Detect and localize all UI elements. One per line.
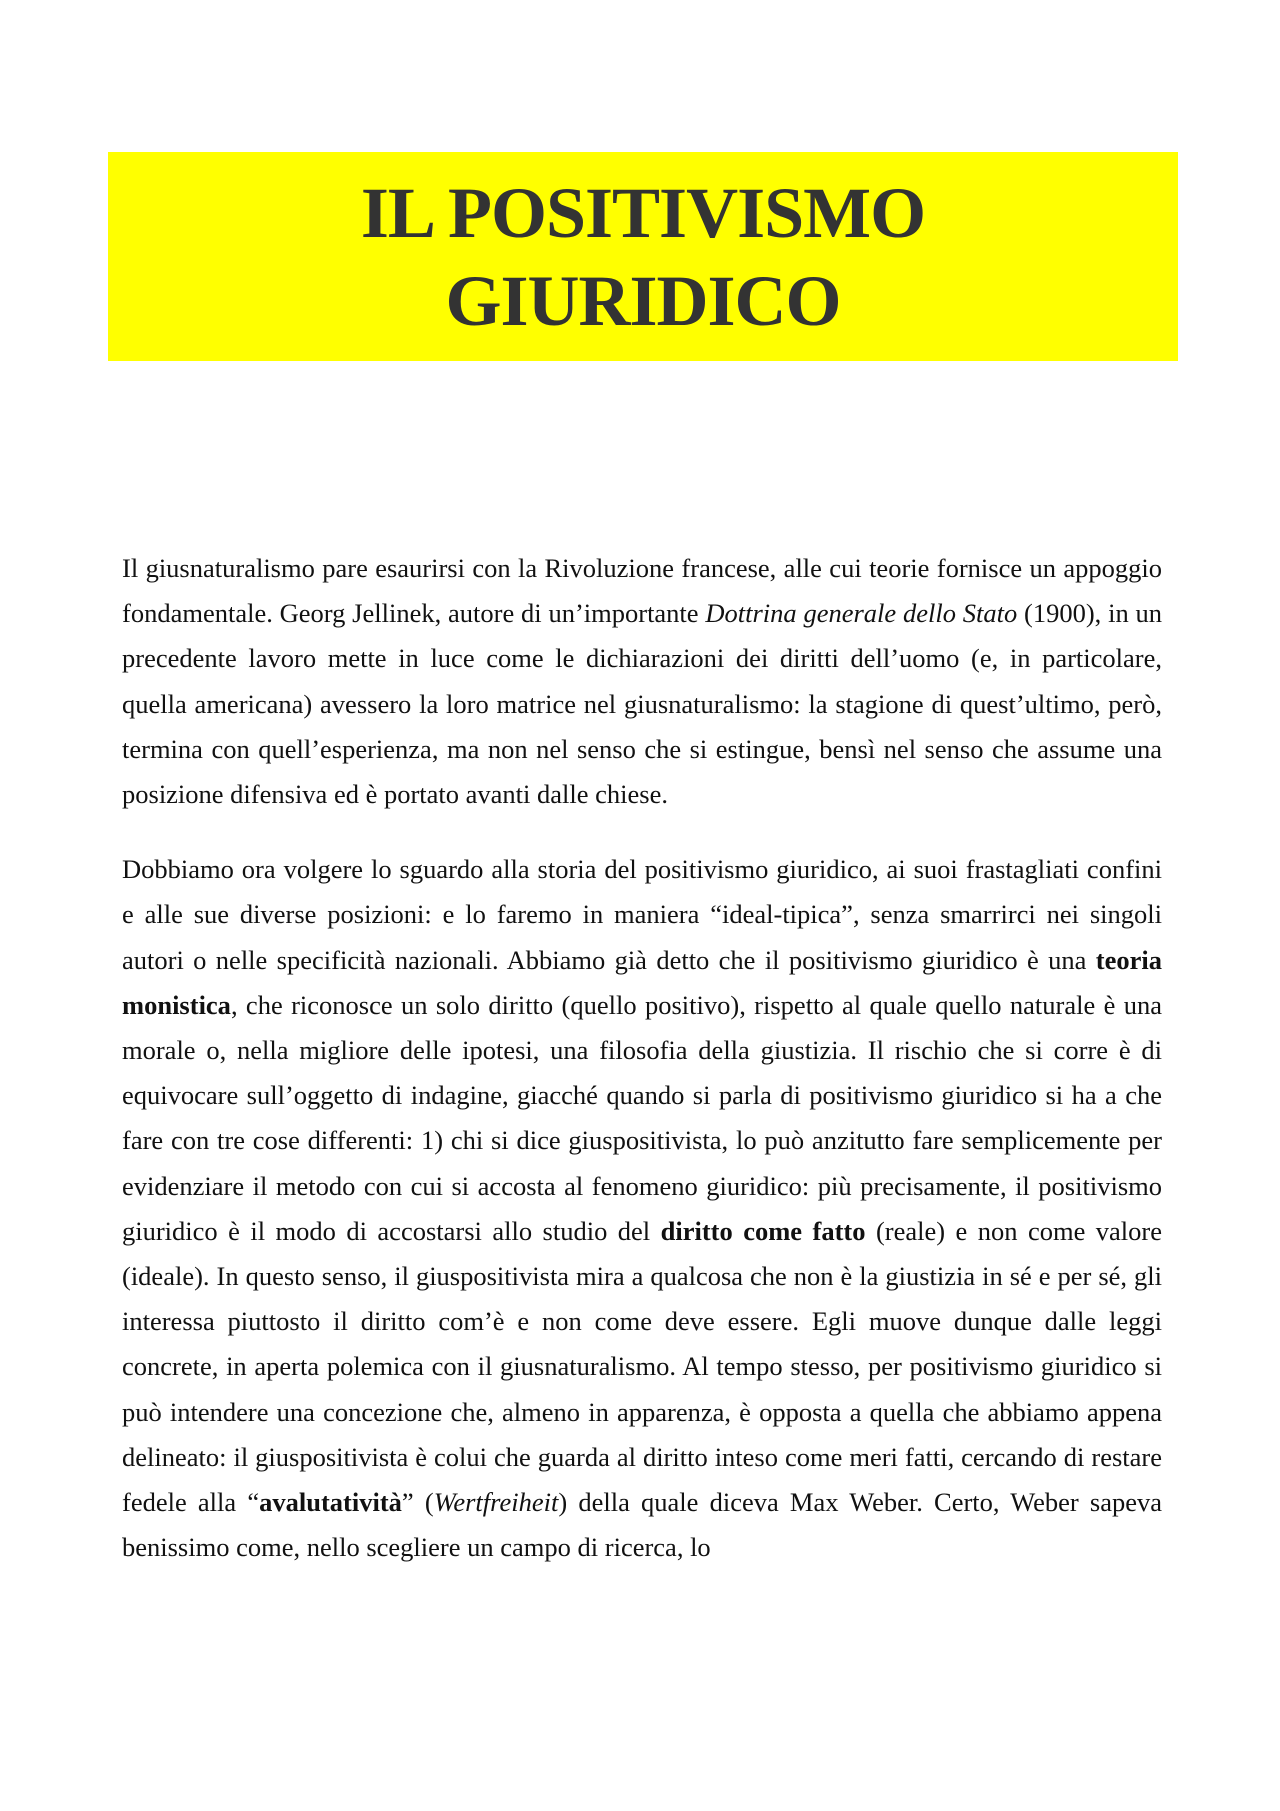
italic-text-run: Wertfreiheit [433, 1487, 559, 1518]
bold-text-run: teoria monistica [122, 944, 1162, 1020]
italic-text-run: Dottrina generale dello Stato [705, 598, 1018, 629]
text-run: ) della quale diceva Max Weber. Certo, Weber sapeva benissimo come, nello scegliere un campo di ricerca, lo [122, 1487, 1163, 1563]
text-run: Il giusnaturalismo pare esaurirsi con la Rivoluzione francese, alle cui teorie fornisce un appoggio fondamentale. Georg Jellinek, autore di un’importante [122, 553, 1162, 629]
page-title-line-2: GIURIDICO [445, 260, 841, 341]
title-banner [108, 152, 1178, 361]
text-run: (reale) e non come valore (ideale). In questo senso, il giuspositivista mira a qualcosa che non è la giustizia in sé e per sé, gli interessa piuttosto il diritto com’è e non come deve essere. Egli muove dunque dalle leggi concrete, in aperta polemica con il giusnaturalismo. Al tempo stesso, per positivismo giuridico si può intendere una concezione che, almeno in apparenza, è opposta a quella che abbiamo appena delineato: il giuspositivista è colui che guarda al diritto inteso come meri fatti, cercando di restare fedele alla “ [122, 1215, 1162, 1518]
bold-text-run: diritto come fatto [660, 1215, 866, 1246]
bold-text-run: avalutatività [259, 1487, 402, 1518]
text-run: (1900), in un precedente lavoro mette in luce come le dichiarazioni dei diritti dell’uomo (e, in particolare, quella americana) avessero la loro matrice nel giusnaturalismo: la stagione di quest’ultimo, però, termina con quell’esperienza, ma non nel senso che si estingue, bensì nel senso che assume una posizione difensiva ed è portato avanti dalle chiese. [122, 598, 1162, 810]
paragraph [122, 847, 1162, 1570]
text-run: , che riconosce un solo diritto (quello positivo), rispetto al quale quello naturale è una morale o, nella migliore delle ipotesi, una filosofia della giustizia. Il rischio che si corre è di equivocare sull’oggetto di indagine, giacché quando si parla di positivismo giuridico si ha a che fare con tre cose differenti: 1) chi si dice giuspositivista, lo può anzitutto fare semplicemente per evidenziare il metodo con cui si accosta al fenomeno giuridico: più precisamente, il positivismo giuridico è il modo di accostarsi allo studio del [122, 989, 1162, 1246]
paragraph [122, 546, 1162, 817]
text-run: Dobbiamo ora volgere lo sguardo alla storia del positivismo giuridico, ai suoi frastagliati confini e alle sue diverse posizioni: e lo faremo in maniera “ideal-tipica”, senza smarrirci nei singoli autori o nelle specificità nazionali. Abbiamo già detto che il positivismo giuridico è una [122, 854, 1162, 975]
page-title-line-1: IL POSITIVISMO [360, 172, 926, 253]
document-body [122, 546, 1162, 1600]
text-run: ” ( [401, 1487, 434, 1518]
